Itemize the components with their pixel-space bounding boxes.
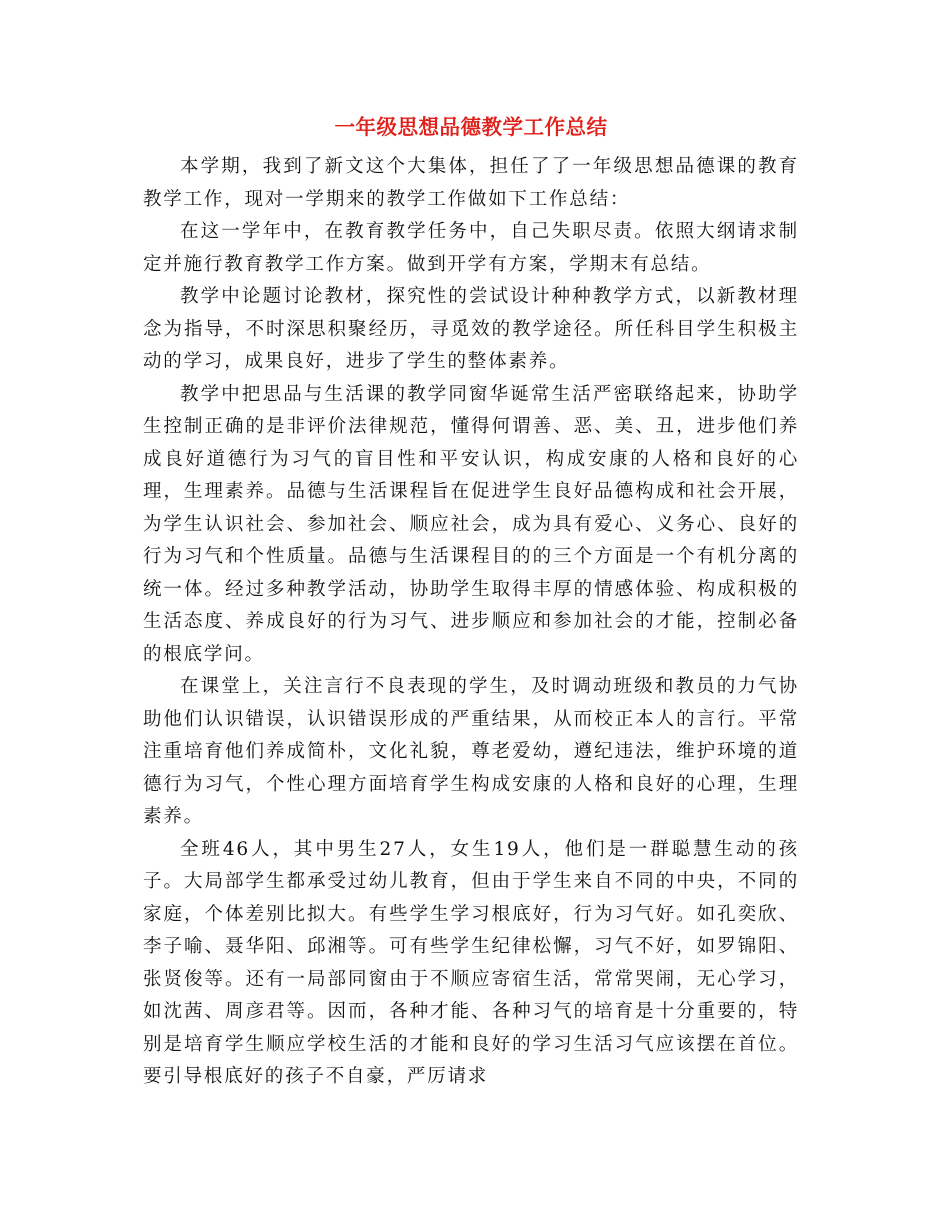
paragraph-methods: 教学中论题讨论教材，探究性的尝试设计种种教学方式，以新教材理念为指导，不时深思积聚经历，寻觅效的教学途径。所任科目学生积极主动的学习，成果良好，进步了学生的整体素养。 bbox=[143, 286, 799, 372]
paragraph-duties: 在这一学年中，在教育教学任务中，自己失职尽责。依照大纲请求制定并施行教育教学工作方案。做到开学有方案，学期末有总结。 bbox=[143, 221, 799, 275]
paragraph-intro: 本学期，我到了新文这个大集体，担任了了一年级思想品德课的教育教学工作，现对一学期来的教学工作做如下工作总结： bbox=[143, 156, 799, 210]
document-page bbox=[143, 112, 799, 1094]
paragraph-class-profile: 全班46人，其中男生27人，女生19人，他们是一群聪慧生动的孩子。大局部学生都承受过幼儿教育，但由于学生来自不同的中央，不同的家庭，个体差别比拟大。有些学生学习根底好，行为习气好。如孔奕欣、李子喻、聂华阳、邱湘等。可有些学生纪律松懈，习气不好，如罗锦阳、张贤俊等。还有一局部同窗由于不顺应寄宿生活，常常哭闹，无心学习，如沈茜、周彦君等。因而，各种才能、各种习气的培育是十分重要的，特别是培育学生顺应学校生活的才能和良好的学习生活习气应该摆在首位。要引导根底好的孩子不自豪，严厉请求 bbox=[143, 838, 799, 1087]
document-title: 一年级思想品德教学工作总结 bbox=[334, 115, 608, 139]
paragraph-classroom: 在课堂上，关注言行不良表现的学生，及时调动班级和教员的力气协助他们认识错误，认识错误形成的严重结果，从而校正本人的言行。平常注重培育他们养成简朴，文化礼貌，尊老爱幼，遵纪违法，维护环境的道德行为习气，个性心理方面培育学生构成安康的人格和良好的心理，生理素养。 bbox=[143, 676, 799, 827]
paragraph-life-connection: 教学中把思品与生活课的教学同窗华诞常生活严密联络起来，协助学生控制正确的是非评价法律规范，懂得何谓善、恶、美、丑，进步他们养成良好道德行为习气的盲目性和平安认识，构成安康的人格和良好的心理，生理素养。品德与生活课程旨在促进学生良好品德构成和社会开展，为学生认识社会、参加社会、顺应社会，成为具有爱心、义务心、良好的行为习气和个性质量。品德与生活课程目的的三个方面是一个有机分离的统一体。经过多种教学活动，协助学生取得丰厚的情感体验、构成积极的生活态度、养成良好的行为习气、进步顺应和参加社会的才能，控制必备的根底学问。 bbox=[143, 383, 799, 665]
